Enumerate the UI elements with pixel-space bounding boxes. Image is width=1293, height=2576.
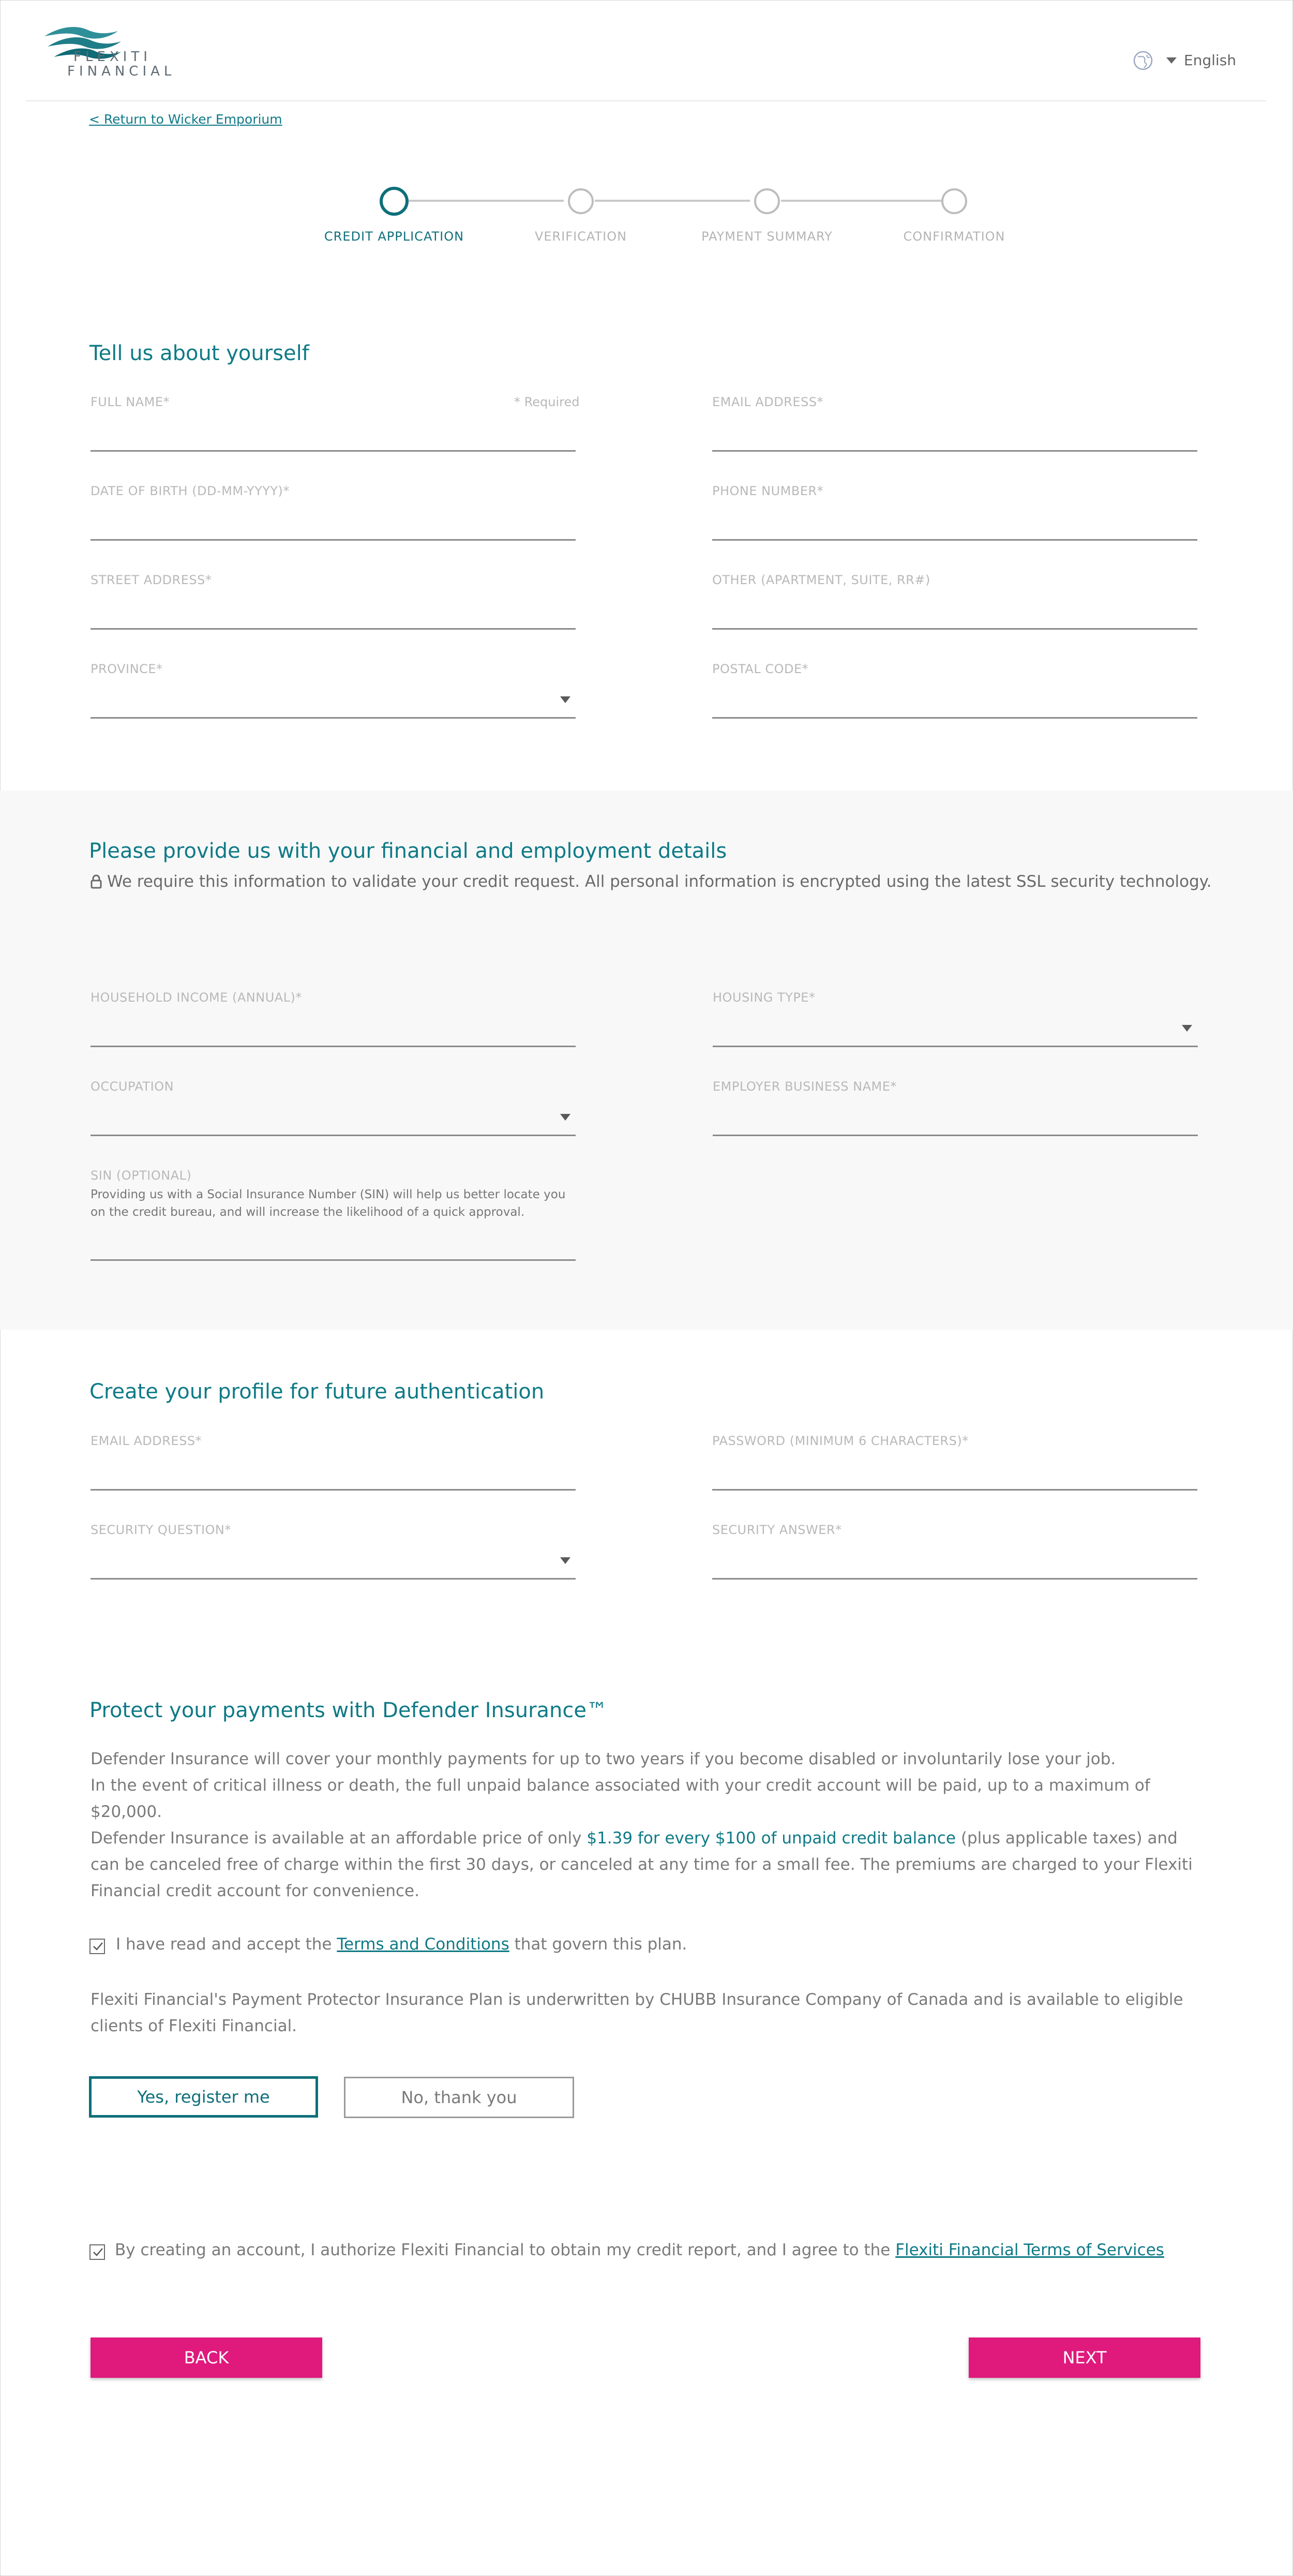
- email-input[interactable]: [712, 450, 1197, 452]
- pricing-highlight: $1.39 for every $100 of unpaid credit balance: [587, 1829, 956, 1848]
- phone-label: PHONE NUMBER*: [712, 484, 824, 498]
- pricing-text-after: (plus applicable taxes) and can be canceled free of charge within the first 30 days, or canceled at any time for a small fee. The premiums are charged to your Flexiti Financial credit account for convenience.: [91, 1829, 1193, 1900]
- globe-icon[interactable]: [1133, 50, 1153, 71]
- terms-checkbox[interactable]: [89, 1939, 105, 1954]
- chevron-down-icon: [1166, 57, 1177, 64]
- step-1-circle[interactable]: [380, 187, 409, 216]
- security-question-label: SECURITY QUESTION*: [91, 1523, 231, 1537]
- step-connector: [595, 200, 750, 202]
- housing-label: HOUSING TYPE*: [713, 990, 816, 1005]
- step-connector: [781, 200, 941, 202]
- underwriter-text: Flexiti Financial's Payment Protector Insurance Plan is underwritten by CHUBB Insurance Company of Canada and is available to eligible clients of Flexiti Financial.: [91, 1990, 1183, 2035]
- profile-email-input[interactable]: [91, 1489, 576, 1491]
- language-label: English: [1184, 52, 1237, 69]
- security-answer-input[interactable]: [712, 1578, 1197, 1580]
- pricing-text-before: Defender Insurance is available at an affordable price of only: [91, 1829, 587, 1848]
- insurance-line-2: In the event of critical illness or death, the full unpaid balance associated with your credit account will be paid, up to a maximum of $20,000.: [91, 1776, 1150, 1821]
- financial-section: [0, 791, 1293, 1330]
- insurance-line-1: Defender Insurance will cover your monthly payments for up to two years if you become disabled or involuntarily lose your job.: [91, 1750, 1116, 1768]
- chevron-down-icon: [560, 1557, 570, 1564]
- income-input[interactable]: [91, 1046, 576, 1047]
- step-2-circle: [568, 188, 594, 214]
- sin-help-text: Providing us with a Social Insurance Number (SIN) will help us better locate you on the credit bureau, and will increase the likelihood of a quick approval.: [91, 1188, 566, 1219]
- email-label: EMAIL ADDRESS*: [712, 395, 824, 409]
- housing-select[interactable]: [713, 1046, 1198, 1047]
- step-4-circle: [941, 188, 967, 214]
- chevron-down-icon: [1182, 1025, 1192, 1032]
- full-name-input[interactable]: [91, 450, 576, 452]
- step-4-label: CONFIRMATION: [903, 229, 1005, 244]
- other-address-label: OTHER (APARTMENT, SUITE, RR#): [712, 573, 930, 587]
- chevron-down-icon: [560, 1114, 570, 1121]
- language-selector[interactable]: [1166, 52, 1236, 69]
- consent-text: [115, 2241, 1164, 2259]
- phone-input[interactable]: [712, 539, 1197, 541]
- step-3-label: PAYMENT SUMMARY: [701, 229, 833, 244]
- street-input[interactable]: [91, 628, 576, 630]
- logo-text-line2: FINANCIAL: [67, 64, 176, 79]
- next-button[interactable]: NEXT: [969, 2337, 1200, 2378]
- occupation-label: OCCUPATION: [91, 1079, 174, 1094]
- checkmark-icon: [92, 2246, 104, 2258]
- postal-code-input[interactable]: [712, 717, 1197, 719]
- terms-text-before: I have read and accept the: [116, 1935, 337, 1954]
- security-question-select[interactable]: [91, 1578, 576, 1580]
- step-1-label: CREDIT APPLICATION: [324, 229, 464, 244]
- no-thanks-button[interactable]: No, thank you: [344, 2077, 574, 2118]
- password-label: PASSWORD (MINIMUM 6 CHARACTERS)*: [712, 1434, 969, 1448]
- consent-text-before: By creating an account, I authorize Flexiti Financial to obtain my credit report, and I agree to the: [115, 2241, 896, 2259]
- income-label: HOUSEHOLD INCOME (ANNUAL)*: [91, 990, 302, 1005]
- return-link[interactable]: < Return to Wicker Emporium: [89, 112, 282, 127]
- insurance-pricing: [91, 1825, 1202, 1904]
- province-label: PROVINCE*: [91, 662, 163, 676]
- insurance-description: [91, 1746, 1202, 1825]
- other-address-input[interactable]: [712, 628, 1197, 630]
- password-input[interactable]: [712, 1489, 1197, 1491]
- terms-accept-text: [116, 1935, 687, 1954]
- about-title: Tell us about yourself: [89, 341, 309, 365]
- security-notice-text: We require this information to validate your credit request. All personal information is encrypted using the latest SSL security technology.: [107, 872, 1212, 891]
- postal-code-label: POSTAL CODE*: [712, 662, 809, 676]
- street-label: STREET ADDRESS*: [91, 573, 212, 587]
- financial-title: Please provide us with your financial and employment details: [89, 839, 727, 863]
- step-connector: [409, 200, 564, 202]
- step-3-circle: [754, 188, 780, 214]
- logo-text-line1: FLEXITI: [73, 49, 152, 65]
- checkmark-icon: [92, 1940, 104, 1953]
- step-2-label: VERIFICATION: [534, 229, 627, 244]
- yes-register-button[interactable]: Yes, register me: [89, 2076, 318, 2118]
- insurance-title: Protect your payments with Defender Insurance™: [89, 1699, 607, 1722]
- security-answer-label: SECURITY ANSWER*: [712, 1523, 842, 1537]
- required-note: * Required: [514, 395, 580, 409]
- profile-title: Create your profile for future authentication: [89, 1380, 545, 1404]
- occupation-select[interactable]: [91, 1135, 576, 1136]
- employer-label: EMPLOYER BUSINESS NAME*: [713, 1079, 897, 1094]
- dob-label: DATE OF BIRTH (DD-MM-YYYY)*: [91, 484, 290, 498]
- consent-checkbox[interactable]: [89, 2244, 105, 2260]
- terms-and-conditions-link[interactable]: Terms and Conditions: [337, 1935, 509, 1954]
- logo-text: [67, 50, 175, 79]
- employer-input[interactable]: [713, 1135, 1198, 1136]
- terms-text-after: that govern this plan.: [509, 1935, 687, 1954]
- profile-email-label: EMAIL ADDRESS*: [91, 1434, 202, 1448]
- sin-label: SIN (OPTIONAL): [91, 1168, 192, 1183]
- chevron-down-icon: [560, 696, 570, 703]
- full-name-label: FULL NAME*: [91, 395, 170, 409]
- security-notice: [91, 872, 1212, 891]
- terms-of-service-link[interactable]: Flexiti Financial Terms of Services: [895, 2241, 1164, 2259]
- header-divider: [26, 100, 1266, 101]
- back-button[interactable]: BACK: [91, 2337, 322, 2378]
- province-select[interactable]: [91, 717, 576, 719]
- dob-input[interactable]: [91, 539, 576, 541]
- sin-input[interactable]: [91, 1259, 576, 1261]
- lock-icon: [91, 874, 102, 889]
